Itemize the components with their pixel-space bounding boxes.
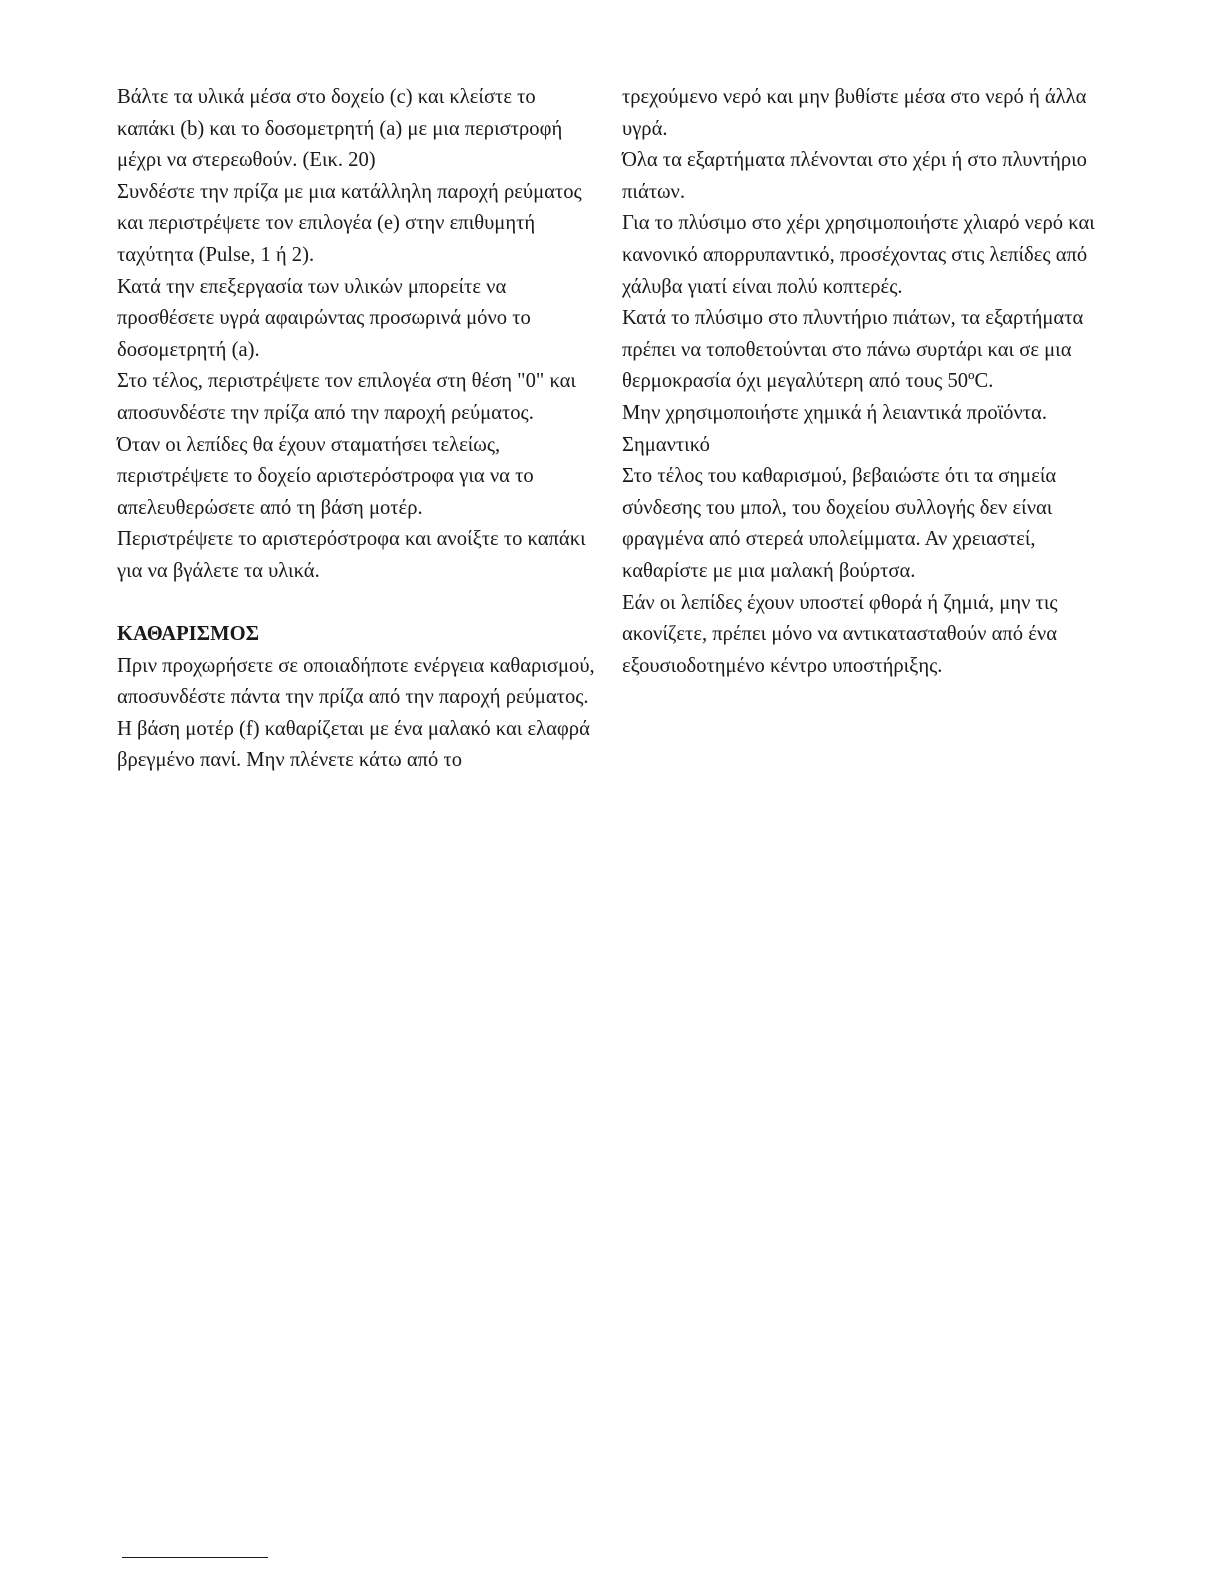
paragraph: Κατά το πλύσιμο στο πλυντήριο πιάτων, τα εξαρτήματα πρέπει να τοποθετούνται στο πάνω συρτάρι και σε μια θερμοκρασία όχι μεγαλύτερη από τους 50ºC. bbox=[622, 307, 1084, 393]
paragraph: Βάλτε τα υλικά μέσα στο δοχείο (c) και κλείστε το καπάκι (b) και το δοσομετρητή (a) με μια περιστροφή μέχρι να στερεωθούν. (Εικ. 20) bbox=[117, 86, 563, 172]
right-column bbox=[622, 82, 1104, 682]
paragraph: Στο τέλος, περιστρέψετε τον επιλογέα στη θέση "0" και αποσυνδέστε την πρίζα από την παροχή ρεύματος. bbox=[117, 370, 576, 424]
paragraph: Κατά την επεξεργασία των υλικών μπορείτε να προσθέσετε υγρά αφαιρώντας προσωρινά μόνο το δοσομετρητή (a). bbox=[117, 275, 531, 361]
left-column bbox=[117, 82, 595, 777]
paragraph: Εάν οι λεπίδες έχουν υποστεί φθορά ή ζημιά, μην τις ακονίζετε, πρέπει μόνο να αντικατασταθούν από ένα εξουσιοδοτημένο κέντρο υποστήριξης. bbox=[622, 591, 1058, 677]
footnote-separator bbox=[122, 1557, 268, 1558]
paragraph: Πριν προχωρήσετε σε οποιαδήποτε ενέργεια καθαρισμού, αποσυνδέστε πάντα την πρίζα από την παροχή ρεύματος. bbox=[117, 654, 595, 709]
paragraph: τρεχούμενο νερό και μην βυθίστε μέσα στο νερό ή άλλα υγρά. bbox=[622, 86, 1087, 140]
paragraph: Περιστρέψετε το αριστερόστροφα και ανοίξτε το καπάκι για να βγάλετε τα υλικά. bbox=[117, 528, 586, 582]
paragraph: Όταν οι λεπίδες θα έχουν σταματήσει τελείως, περιστρέψετε το δοχείο αριστερόστροφα για να το απελευθερώσετε από τη βάση μοτέρ. bbox=[117, 433, 534, 519]
paragraph: Η βάση μοτέρ (f) καθαρίζεται με ένα μαλακό και ελαφρά βρεγμένο πανί. Μην πλένετε κάτω από το bbox=[117, 717, 590, 772]
paragraph: Για το πλύσιμο στο χέρι χρησιμοποιήστε χλιαρό νερό και κανονικό απορρυπαντικό, προσέχοντας στις λεπίδες από χάλυβα γιατί είναι πολύ κοπτερές. bbox=[622, 212, 1095, 298]
section-heading-cleaning: ΚΑΘΑΡΙΣΜΟΣ bbox=[117, 623, 260, 646]
paragraph: Συνδέστε την πρίζα με μια κατάλληλη παροχή ρεύματος και περιστρέψετε τον επιλογέα (e) στην επιθυμητή ταχύτητα (Pulse, 1 ή 2). bbox=[117, 180, 582, 266]
important-label: Σημαντικό bbox=[622, 433, 710, 456]
paragraph: Όλα τα εξαρτήματα πλένονται στο χέρι ή στο πλυντήριο πιάτων. bbox=[622, 149, 1087, 203]
paragraph: Μην χρησιμοποιήστε χημικά ή λειαντικά προϊόντα. bbox=[622, 401, 1047, 424]
paragraph: Στο τέλος του καθαρισμού, βεβαιώστε ότι τα σημεία σύνδεσης του μπολ, του δοχείου συλλογής δεν είναι φραγμένα από στερεά υπολείμματα. Αν χρειαστεί, καθαρίστε με μια μαλακή βούρτσα. bbox=[622, 465, 1057, 582]
